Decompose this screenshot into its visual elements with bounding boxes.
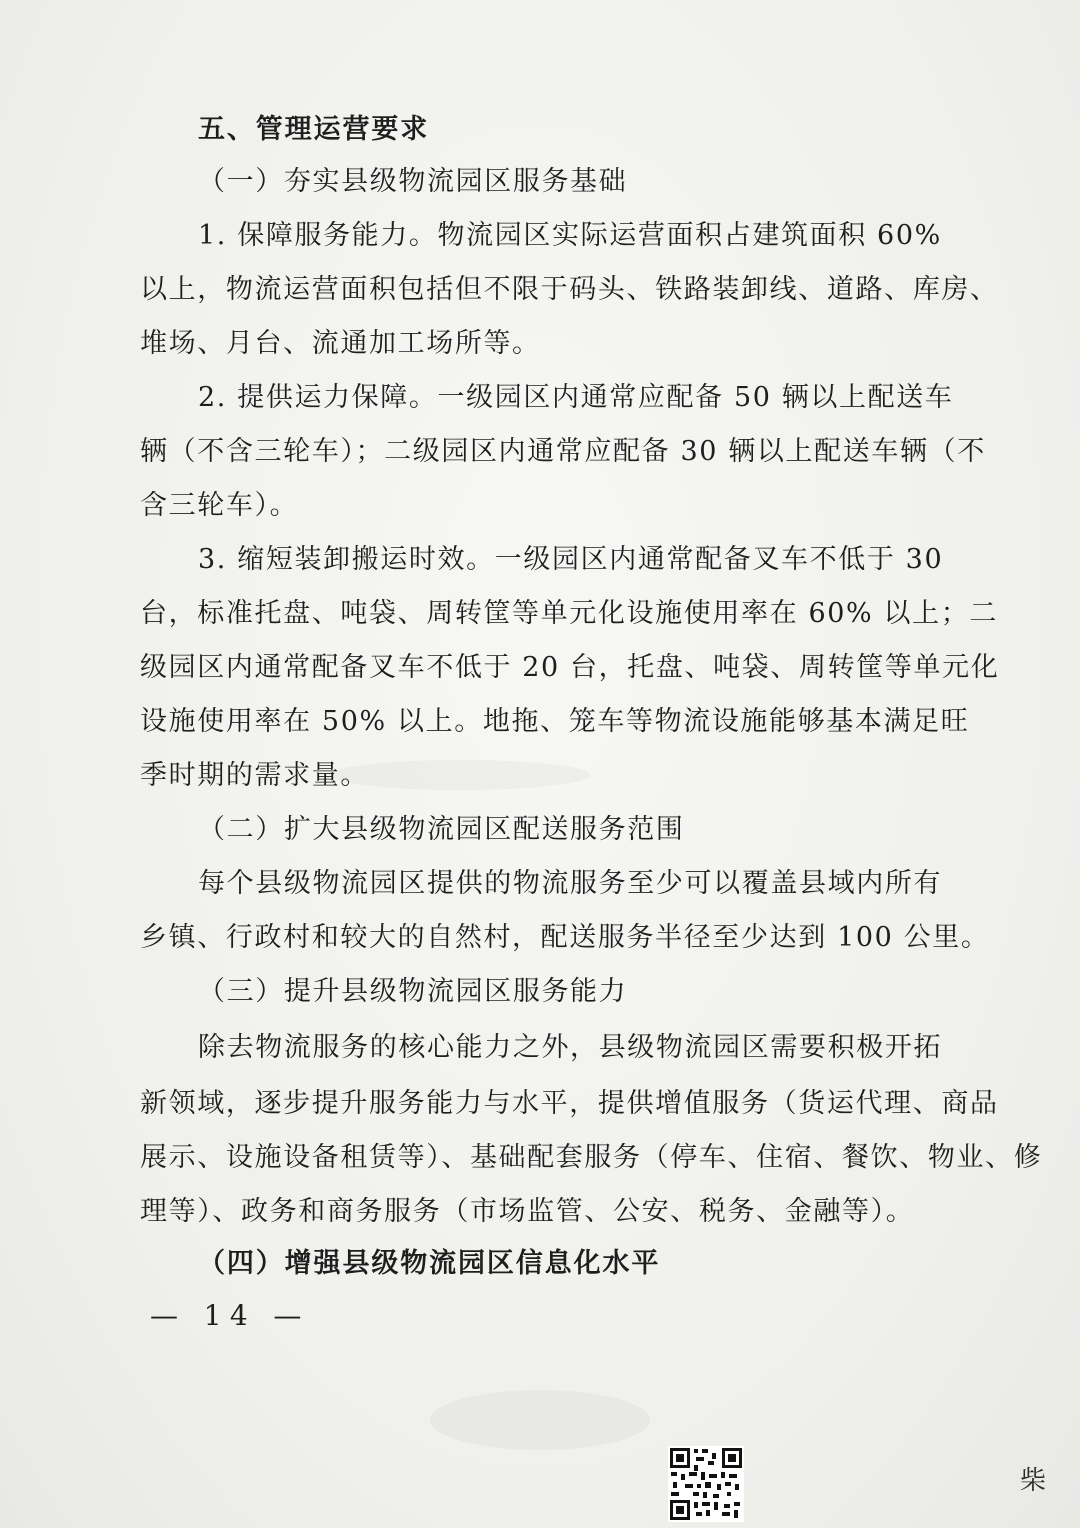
item3-line-2: 台，标准托盘、吨袋、周转筐等单元化设施使用率在 60% 以上；二 <box>140 598 999 629</box>
item3-line-1: 3. 缩短装卸搬运时效。一级园区内通常配备叉车不低于 30 <box>198 544 944 575</box>
corner-watermark-char: 柴 <box>1020 1466 1047 1496</box>
item3-line-3: 级园区内通常配备叉车不低于 20 台，托盘、吨袋、周转筐等单元化 <box>140 652 1000 683</box>
para3-line-2: 新领域，逐步提升服务能力与水平，提供增值服务（货运代理、商品 <box>140 1088 999 1119</box>
para3-line-3: 展示、设施设备租赁等）、基础配套服务（停车、住宿、餐饮、物业、修 <box>140 1142 1043 1173</box>
item1-line-2: 以上，物流运营面积包括但不限于码头、铁路装卸线、道路、库房、 <box>140 274 999 305</box>
subsection-heading-3: （三）提升县级物流园区服务能力 <box>198 976 628 1007</box>
subsection-heading-2: （二）扩大县级物流园区配送服务范围 <box>198 814 685 845</box>
item3-line-4: 设施使用率在 50% 以上。地拖、笼车等物流设施能够基本满足旺 <box>140 706 970 737</box>
para3-line-4: 理等）、政务和商务服务（市场监管、公安、税务、金融等）。 <box>140 1196 915 1227</box>
section-heading: 五、管理运营要求 <box>198 114 430 145</box>
para2-line-2: 乡镇、行政村和较大的自然村，配送服务半径至少达到 100 公里。 <box>140 922 990 953</box>
item2-line-3: 含三轮车）。 <box>140 490 299 521</box>
item3-line-5: 季时期的需求量。 <box>140 760 369 791</box>
item2-line-1: 2. 提供运力保障。一级园区内通常应配备 50 辆以上配送车 <box>198 382 954 413</box>
page-number: — 14 — <box>150 1299 310 1332</box>
subsection-heading-1: （一）夯实县级物流园区服务基础 <box>198 166 628 197</box>
item2-line-2: 辆（不含三轮车）；二级园区内通常应配备 30 辆以上配送车辆（不 <box>140 436 986 467</box>
scan-smudge <box>430 1390 650 1450</box>
subsection-heading-4: （四）增强县级物流园区信息化水平 <box>198 1248 661 1279</box>
item1-line-1: 1. 保障服务能力。物流园区实际运营面积占建筑面积 60% <box>198 220 942 251</box>
para3-line-1: 除去物流服务的核心能力之外，县级物流园区需要积极开拓 <box>198 1032 943 1063</box>
item1-line-3: 堆场、月台、流通加工场所等。 <box>140 328 541 359</box>
qr-code-icon <box>668 1446 744 1522</box>
para2-line-1: 每个县级物流园区提供的物流服务至少可以覆盖县域内所有 <box>198 868 943 899</box>
